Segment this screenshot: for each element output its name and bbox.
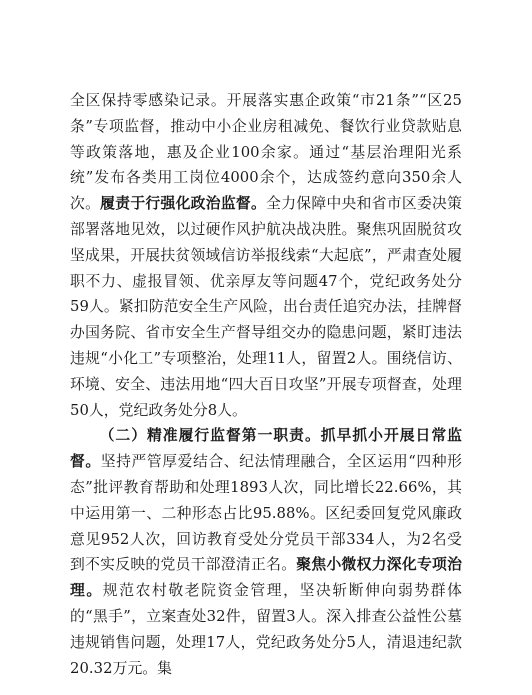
text-segment: 全力保障中央和省市区委决策部署落地见效，以过硬作风护航决战决胜。聚焦巩固脱贫攻坚成果，开展扶贫领域信访举报线索“大起底”，严肃查处履职不力、虚报冒领、优亲厚友等问题47个，党纪政务处分59人。紧扣防范安全生产风险，出台责任追究办法，挂牌督办国务院、省市安全生产督导组交办的隐患问题，紧盯违法违规“小化工”专项整治，处理11人，留置2人。围绕信访、环境、安全、违法用地“四大百日攻坚”开展专项督查，处理50人，党纪政务处分8人。 bbox=[70, 195, 462, 419]
text-segment: 坚持严管厚爱结合、纪法情理融合，全区运用“四种形态”批评教育帮助和处理1893人次，同比增长22.66%，其中运用第一、二种形态占比95.88%。区纪委回复党风廉政意见952人次，回访教育受处分党员干部334人，为2名受到不实反映的党员干部澄清正名。 bbox=[70, 453, 462, 574]
bold-heading-micro-power-governance: 聚焦小微权力深化专项治理。 bbox=[70, 556, 462, 600]
section-heading: （二）精准履行监督第一职责。 bbox=[99, 427, 321, 445]
bold-heading-daily-supervision: 抓早抓小开展日常监督。 bbox=[70, 427, 462, 471]
text-segment: 规范农村敬老院资金管理，坚决斩断伸向弱势群体的“黑手”，立案查处32件，留置3人。深入排查公益性公墓违规销售问题，处理17人，党纪政务处分5人，清退违纪款20.32万元。集 bbox=[70, 582, 462, 677]
bold-heading-political-oversight: 履责于行强化政治监督。 bbox=[100, 195, 267, 213]
paragraph-epidemic-and-political-oversight bbox=[70, 88, 462, 423]
paragraph-daily-supervision bbox=[70, 423, 462, 681]
text-segment: 全区保持零感染记录。开展落实惠企政策“市21条”“区25条”专项监督，推动中小企业房租减免、餐饮行业贷款贴息等政策落地，惠及企业100余家。通过“基层治理阳光系统”发布各类用工岗位4000余个，达成签约意向350余人次。 bbox=[70, 92, 462, 213]
document-body bbox=[70, 88, 462, 681]
